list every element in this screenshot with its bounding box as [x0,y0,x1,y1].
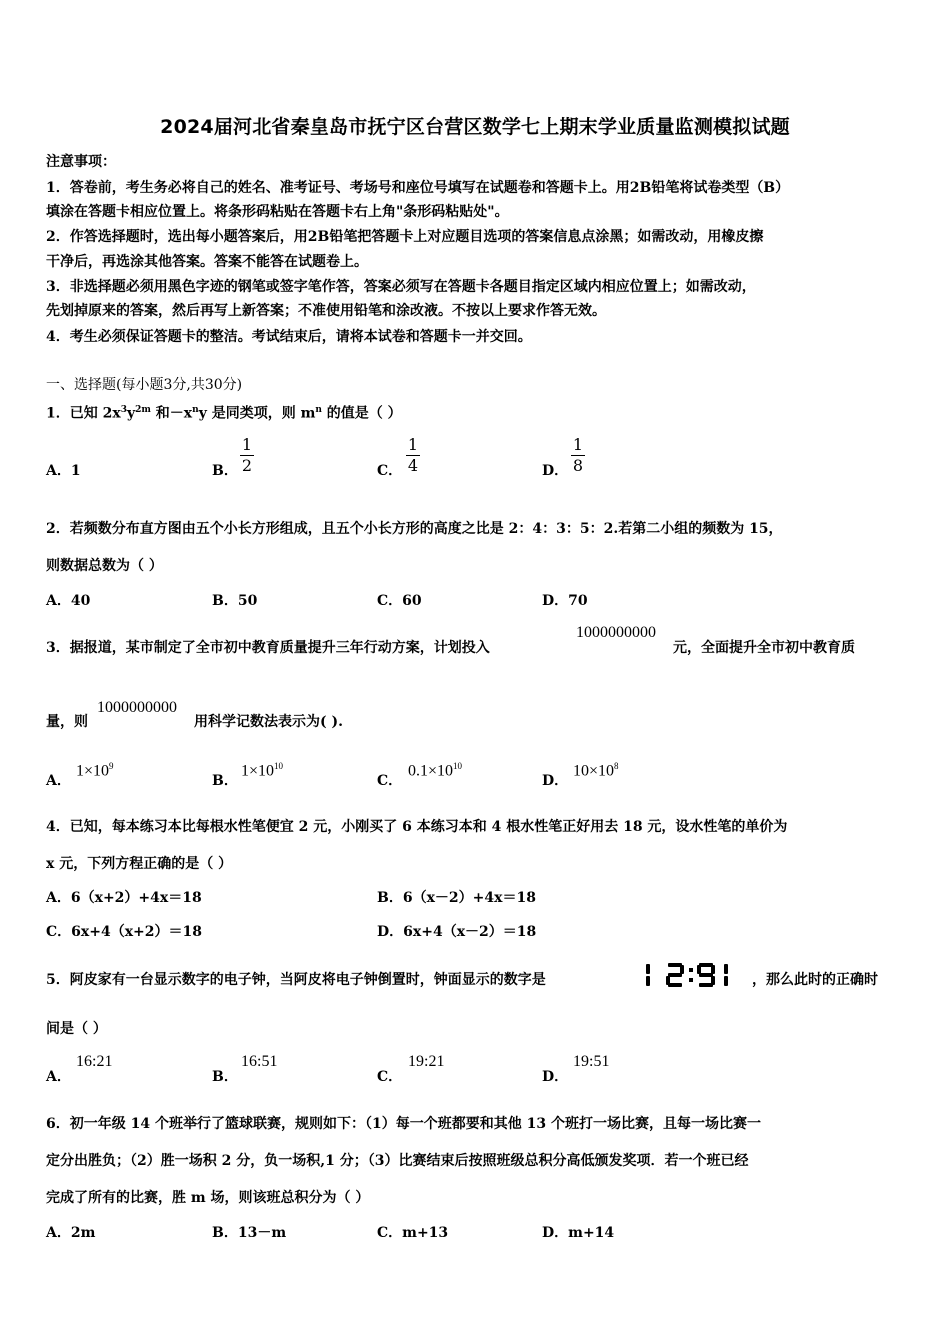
clock-segment [699,973,713,977]
question-6-line: 6．初一年级 14 个班举行了篮球联赛，规则如下：（1）每一个班都要和其他 13 个班打一场比赛，且每一场比赛一 [46,1116,761,1132]
clock-segment [668,973,682,977]
question-6-line: 定分出胜负；（2）胜一场积 2 分，负一场积,1 分；（3）比赛结束后按照班级总积分高低颁发奖项．若一个班已经 [46,1153,749,1169]
notice-line: 干净后，再选涂其他答案。答案不能答在试题卷上。 [46,254,368,270]
question-4-line: x 元，下列方程正确的是（ ） [46,856,233,872]
clock-segment [711,965,715,974]
q5-option-c-value: 19:21 [408,1053,445,1070]
clock-segment [724,976,728,986]
q4-option-c: C．6x+4（x+2）＝18 [46,924,203,940]
q5-option-d-value: 19:51 [573,1053,610,1070]
q6-option-c: C．m+13 [377,1225,449,1241]
question-3-line2b: 用科学记数法表示为( ). [194,714,343,730]
question-3-line2a: 量，则 [46,714,88,730]
section-heading: 一、选择题(每小题3分,共30分) [46,377,243,393]
q5-option-a-label: A． [46,1069,71,1085]
clock-segment [668,983,682,987]
q3-option-c-value: $0.1\times 10^{10}$ [408,761,463,780]
q2-option-b: B．50 [212,593,258,609]
q3-option-b-label: B． [212,773,238,789]
question-6-line: 完成了所有的比赛，胜 m 场，则该班总积分为（ ） [46,1190,370,1206]
clock-segment [699,963,713,967]
q1-option-c-label: C． [377,463,403,479]
q5-option-a-value: 16:21 [76,1053,113,1070]
q5-option-b-value: 16:51 [241,1053,278,1070]
clock-segment [697,965,701,974]
notice-line: 填涂在答题卡相应位置上。将条形码粘贴在答题卡右上角"条形码粘贴处"。 [46,204,509,220]
notice-line: 3．非选择题必须用黑色字迹的钢笔或签字笔作答，答案必须写在答题卡各题目指定区域内相应位置上；如需改动， [46,279,756,295]
clock-colon-dot [689,978,693,982]
q4-option-d: D．6x+4（x－2）＝18 [377,924,537,940]
q6-option-a: A．2m [46,1225,96,1241]
clock-segment [668,963,682,967]
q6-option-d: D．m+14 [542,1225,615,1241]
question-4-line: 4．已知，每本练习本比每根水性笔便宜 2 元，小刚买了 6 本练习本和 4 根水性笔正好用去 18 元，设水性笔的单价为 [46,819,788,835]
question-1-stem: 1．已知 $2x^3y^{2m}$ 和$-x^ny$ 是同类项，则 $m^n$ 的值是（ ） [46,405,402,422]
q3-option-a-value: $1\times 10^9$ [76,761,114,780]
question-3-line1b: 元，全面提升全市初中教育质 [673,640,855,656]
q1-option-b-label: B． [212,463,238,479]
q4-option-b: B．6（x－2）+4x＝18 [377,890,536,906]
q3-option-c-label: C． [377,773,403,789]
q1-option-a: A．1 [46,463,81,479]
q5-option-b-label: B． [212,1069,238,1085]
question-3-line1a: 3．据报道，某市制定了全市初中教育质量提升三年行动方案，计划投入 [46,640,490,656]
q2-option-a: A．40 [46,593,91,609]
notice-heading: 注意事项： [46,154,116,170]
q3-option-d-value: $10\times 10^8$ [573,761,619,780]
question-5-line1a: 5．阿皮家有一台显示数字的电子钟，当阿皮将电子钟倒置时，钟面显示的数字是 [46,972,546,988]
q3-option-d-label: D． [542,773,569,789]
q5-option-c-label: C． [377,1069,403,1085]
clock-segment [646,964,650,974]
notice-line: 2．作答选择题时，选出每小题答案后，用2B铅笔把答题卡上对应题目选项的答案信息点涂黑；如需改动，用橡皮擦 [46,229,764,245]
question-2-line: 则数据总数为（ ） [46,558,163,574]
question-2-line: 2．若频数分布直方图由五个小长方形组成，且五个小长方形的高度之比是 2：4：3：5：2.若第二小组的频数为 15， [46,521,783,537]
clock-colon-dot [689,968,693,972]
clock-segment [646,976,650,986]
question-5-line2: 间是（ ） [46,1021,107,1037]
notice-line: 1．答卷前，考生务必将自己的姓名、准考证号、考场号和座位号填写在试题卷和答题卡上。用2B铅笔将试卷类型（B） [46,180,790,196]
q2-option-c: C．60 [377,593,422,609]
q3-option-a-label: A． [46,773,71,789]
clock-segment [699,983,713,987]
clock-segment [680,965,684,974]
q2-option-d: D．70 [542,593,588,609]
exam-title: 2024届河北省秦皇岛市抚宁区台营区数学七上期末学业质量监测模拟试题 [160,116,790,138]
notice-line: 4．考生必须保证答题卡的整洁。考试结束后，请将本试卷和答题卡一并交回。 [46,329,532,345]
q4-option-a: A．6（x+2）+4x＝18 [46,890,202,906]
q3-option-b-value: $1\times 10^{10}$ [241,761,284,780]
question-5-line1b: ，那么此时的正确时 [752,972,878,988]
notice-line: 先划掉原来的答案，然后再写上新答案；不准使用铅笔和涂改液。不按以上要求作答无效。 [46,303,606,319]
q3-amount-2: 1000000000 [97,699,177,716]
q1-option-d-label: D． [542,463,569,479]
q1-option-b-fraction: 1 2 [241,435,253,475]
q1-option-c-fraction: 1 4 [407,435,419,475]
q1-option-d-fraction: 1 8 [572,435,584,475]
clock-segment [724,964,728,974]
q3-amount: 1000000000 [576,624,656,641]
q5-option-d-label: D． [542,1069,569,1085]
digital-clock-image [642,962,742,988]
q6-option-b: B．13－m [212,1225,287,1241]
